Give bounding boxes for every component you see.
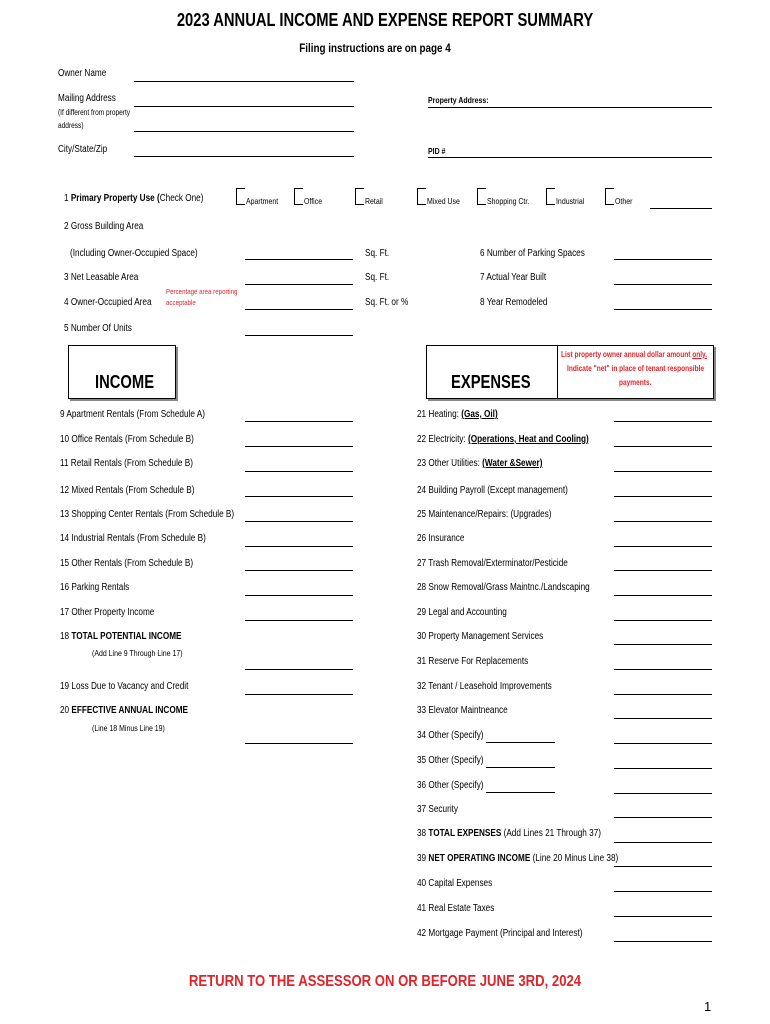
effective-annual-income-label: EFFECTIVE ANNUAL INCOME xyxy=(71,705,189,716)
option-office: Office xyxy=(304,196,323,206)
expense-field-29[interactable] xyxy=(614,620,712,621)
expense-line-23 xyxy=(417,458,542,469)
net-operating-income-label: NET OPERATING INCOME xyxy=(428,853,531,864)
mailing-address-label: Mailing Address xyxy=(58,93,116,104)
checkbox-mixed-use[interactable] xyxy=(417,188,426,205)
income-field-10[interactable] xyxy=(245,446,353,447)
expense-field-41[interactable] xyxy=(614,916,712,917)
expense-line-32: 32 Tenant / Leasehold Improvements xyxy=(417,681,552,692)
pid-field[interactable] xyxy=(428,157,712,158)
income-line-18-note: (Add Line 9 Through Line 17) xyxy=(92,648,183,658)
option-mixed-use: Mixed Use xyxy=(427,196,460,206)
gross-building-area-label: 2 Gross Building Area xyxy=(64,221,144,232)
expense-specify-field-35[interactable] xyxy=(486,767,555,768)
expense-line-38-number: 38 xyxy=(417,828,427,839)
expense-line-21-label: 21 Heating: xyxy=(417,409,462,420)
total-expenses-note: (Add Lines 21 Through 37) xyxy=(503,828,602,839)
income-field-15[interactable] xyxy=(245,570,353,571)
expense-field-33[interactable] xyxy=(614,718,712,719)
income-heading-box xyxy=(68,345,176,399)
page-subtitle: Filing instructions are on page 4 xyxy=(299,41,451,55)
expense-line-39 xyxy=(417,853,618,864)
sqft-label-1: Sq. Ft. xyxy=(365,248,390,259)
expense-field-24[interactable] xyxy=(614,496,712,497)
checkbox-shopping-ctr[interactable] xyxy=(477,188,486,205)
expenses-note-only: only. xyxy=(692,350,708,359)
checkbox-industrial[interactable] xyxy=(546,188,555,205)
expenses-note-line1 xyxy=(561,350,707,359)
expense-line-33: 33 Elevator Maintneance xyxy=(417,705,508,716)
expense-line-34: 34 Other (Specify) xyxy=(417,730,484,741)
net-leasable-area-label: 3 Net Leasable Area xyxy=(64,272,139,283)
pid-label: PID # xyxy=(428,146,446,156)
sqft-pct-label: Sq. Ft. or % xyxy=(365,297,409,308)
expense-line-41: 41 Real Estate Taxes xyxy=(417,903,495,914)
owner-occupied-area-label: 4 Owner-Occupied Area xyxy=(64,297,152,308)
income-field-16[interactable] xyxy=(245,595,353,596)
expense-field-40[interactable] xyxy=(614,891,712,892)
expense-field-31[interactable] xyxy=(614,669,712,670)
expenses-heading: EXPENSES xyxy=(451,372,531,392)
income-line-20-number: 20 xyxy=(60,705,70,716)
expense-field-34[interactable] xyxy=(614,743,712,744)
expense-line-30: 30 Property Management Services xyxy=(417,631,544,642)
property-address-label: Property Address: xyxy=(428,95,489,105)
income-field-13[interactable] xyxy=(245,521,353,522)
year-remodeled-field[interactable] xyxy=(614,309,712,310)
income-line-18 xyxy=(60,631,182,642)
expense-line-24: 24 Building Payroll (Except management) xyxy=(417,485,568,496)
income-line-13: 13 Shopping Center Rentals (From Schedule B) xyxy=(60,509,235,520)
expense-line-22 xyxy=(417,434,589,445)
expense-line-23-detail: (Water &Sewer) xyxy=(482,458,543,469)
checkbox-other[interactable] xyxy=(605,188,614,205)
parking-spaces-field[interactable] xyxy=(614,259,712,260)
expense-line-36: 36 Other (Specify) xyxy=(417,780,484,791)
option-retail: Retail xyxy=(365,196,383,206)
expense-field-35[interactable] xyxy=(614,768,712,769)
mailing-address-field[interactable] xyxy=(134,106,354,107)
expense-line-27: 27 Trash Removal/Exterminator/Pesticide xyxy=(417,558,568,569)
income-field-19[interactable] xyxy=(245,694,353,695)
expense-line-42: 42 Mortgage Payment (Principal and Interest) xyxy=(417,928,583,939)
option-other: Other xyxy=(615,196,633,206)
page-title: 2023 ANNUAL INCOME AND EXPENSE REPORT SUMMARY xyxy=(176,10,594,30)
option-industrial: Industrial xyxy=(556,196,585,206)
total-expenses-label: TOTAL EXPENSES xyxy=(428,828,502,839)
expenses-heading-box xyxy=(426,345,558,399)
expense-line-31: 31 Reserve For Replacements xyxy=(417,656,529,667)
expense-line-22-detail: (Operations, Heat and Cooling) xyxy=(468,434,589,445)
expense-field-22[interactable] xyxy=(614,446,712,447)
city-state-zip-label: City/State/Zip xyxy=(58,144,108,155)
income-line-12: 12 Mixed Rentals (From Schedule B) xyxy=(60,485,195,496)
expense-line-37: 37 Security xyxy=(417,804,459,815)
expense-field-39[interactable] xyxy=(614,866,712,867)
income-line-20-note: (Line 18 Minus Line 19) xyxy=(92,723,165,733)
percentage-note-2: acceptable xyxy=(166,298,196,307)
sqft-label-2: Sq. Ft. xyxy=(365,272,390,283)
page-number: 1 xyxy=(704,999,712,1014)
checkbox-apartment[interactable] xyxy=(236,188,245,205)
expense-line-23-label: 23 Other Utilities: xyxy=(417,458,483,469)
income-line-17: 17 Other Property Income xyxy=(60,607,155,618)
expense-specify-field-36[interactable] xyxy=(486,792,555,793)
owner-name-label: Owner Name xyxy=(58,68,107,79)
expense-line-21 xyxy=(417,409,498,420)
income-field-20[interactable] xyxy=(245,743,353,744)
expenses-note-text: List property owner annual dollar amount xyxy=(561,350,693,359)
expense-specify-field-34[interactable] xyxy=(486,742,555,743)
number-of-units-label: 5 Number Of Units xyxy=(64,323,132,334)
income-field-14[interactable] xyxy=(245,546,353,547)
expense-line-28: 28 Snow Removal/Grass Maintnc./Landscaping xyxy=(417,582,590,593)
parking-spaces-label: 6 Number of Parking Spaces xyxy=(480,248,585,259)
expense-field-23[interactable] xyxy=(614,471,712,472)
income-line-19: 19 Loss Due to Vacancy and Credit xyxy=(60,681,189,692)
expense-field-27[interactable] xyxy=(614,570,712,571)
checkbox-office[interactable] xyxy=(294,188,303,205)
option-apartment: Apartment xyxy=(246,196,279,206)
income-line-11: 11 Retail Rentals (From Schedule B) xyxy=(60,458,193,469)
year-built-field[interactable] xyxy=(614,284,712,285)
income-line-10: 10 Office Rentals (From Schedule B) xyxy=(60,434,194,445)
income-field-18[interactable] xyxy=(245,669,353,670)
expense-field-30[interactable] xyxy=(614,644,712,645)
expenses-note-line3: payments. xyxy=(619,378,652,387)
expenses-note-line2: Indicate "net" in place of tenant responsible xyxy=(567,364,705,373)
expense-field-36[interactable] xyxy=(614,793,712,794)
net-operating-income-note: (Line 20 Minus Line 38) xyxy=(532,853,619,864)
return-notice: RETURN TO THE ASSESSOR ON OR BEFORE JUNE 3RD, 2024 xyxy=(188,973,582,990)
expense-line-39-number: 39 xyxy=(417,853,427,864)
mailing-address-field-2[interactable] xyxy=(134,131,354,132)
expense-field-25[interactable] xyxy=(614,521,712,522)
property-use-instruction: Check One) xyxy=(159,193,204,204)
income-field-11[interactable] xyxy=(245,471,353,472)
year-built-label: 7 Actual Year Built xyxy=(480,272,547,283)
expense-line-22-label: 22 Electricity: xyxy=(417,434,469,445)
income-field-17[interactable] xyxy=(245,620,353,621)
expense-line-26: 26 Insurance xyxy=(417,533,465,544)
income-heading: INCOME xyxy=(95,372,155,392)
expense-field-32[interactable] xyxy=(614,694,712,695)
gross-building-area-note: (Including Owner-Occupied Space) xyxy=(70,248,198,259)
property-use-title: Primary Property Use ( xyxy=(70,193,160,204)
income-field-12[interactable] xyxy=(245,496,353,497)
income-field-9[interactable] xyxy=(245,421,353,422)
income-line-16: 16 Parking Rentals xyxy=(60,582,130,593)
total-potential-income-label: TOTAL POTENTIAL INCOME xyxy=(71,631,182,642)
income-line-9: 9 Apartment Rentals (From Schedule A) xyxy=(60,409,205,420)
number-of-units-field[interactable] xyxy=(245,335,353,336)
year-remodeled-label: 8 Year Remodeled xyxy=(480,297,548,308)
property-use-number: 1 xyxy=(64,193,69,204)
checkbox-retail[interactable] xyxy=(355,188,364,205)
mailing-note: (If different from property xyxy=(58,108,131,117)
expense-field-26[interactable] xyxy=(614,546,712,547)
expense-line-40: 40 Capital Expenses xyxy=(417,878,493,889)
expense-line-29: 29 Legal and Accounting xyxy=(417,607,507,618)
other-use-field[interactable] xyxy=(650,208,712,209)
percentage-note: Percentage area reporting xyxy=(166,287,238,296)
expense-line-35: 35 Other (Specify) xyxy=(417,755,484,766)
expense-field-42[interactable] xyxy=(614,941,712,942)
expense-field-37[interactable] xyxy=(614,817,712,818)
income-line-14: 14 Industrial Rentals (From Schedule B) xyxy=(60,533,206,544)
expense-field-28[interactable] xyxy=(614,595,712,596)
income-line-18-number: 18 xyxy=(60,631,70,642)
property-address-field[interactable] xyxy=(428,107,712,108)
income-line-15: 15 Other Rentals (From Schedule B) xyxy=(60,558,194,569)
expense-line-25: 25 Maintenance/Repairs: (Upgrades) xyxy=(417,509,552,520)
expense-line-38 xyxy=(417,828,601,839)
property-use-label xyxy=(64,193,203,204)
owner-name-field[interactable] xyxy=(134,81,354,82)
expense-field-21[interactable] xyxy=(614,421,712,422)
net-leasable-area-field[interactable] xyxy=(245,284,353,285)
city-state-zip-field[interactable] xyxy=(134,156,354,157)
option-shopping-ctr: Shopping Ctr. xyxy=(487,196,530,206)
expense-line-21-detail: (Gas, Oil) xyxy=(461,409,498,420)
expense-field-38[interactable] xyxy=(614,842,712,843)
income-line-20 xyxy=(60,705,188,716)
mailing-note-2: address) xyxy=(58,121,84,130)
owner-occupied-area-field[interactable] xyxy=(245,309,353,310)
gross-building-area-field[interactable] xyxy=(245,259,353,260)
